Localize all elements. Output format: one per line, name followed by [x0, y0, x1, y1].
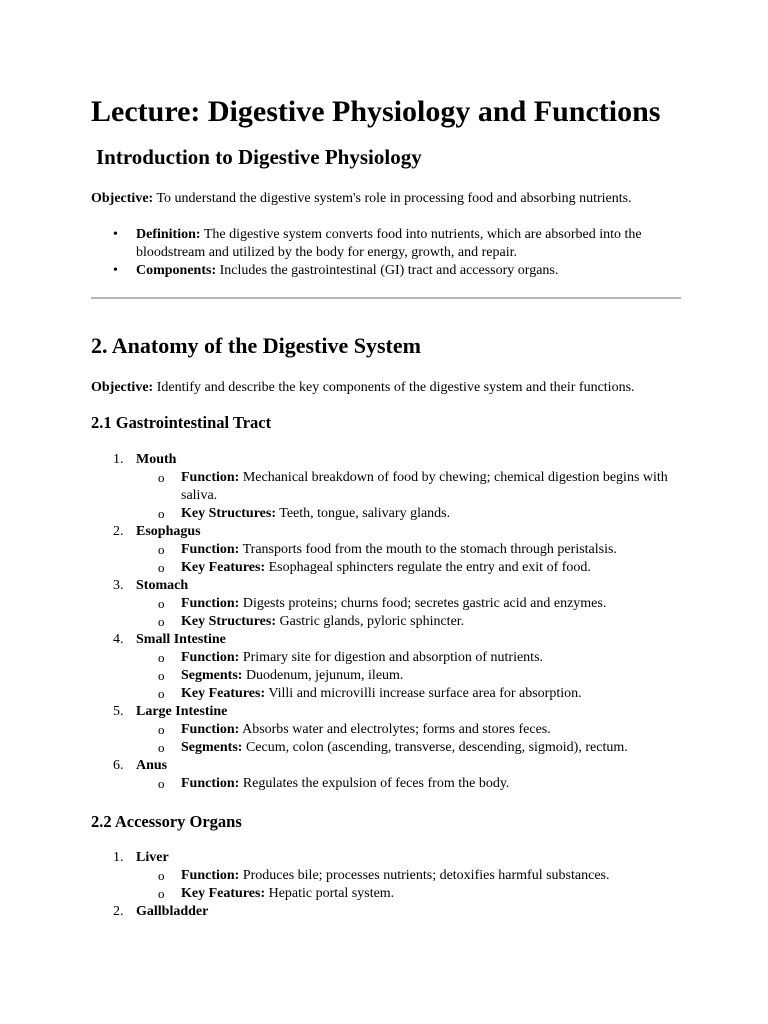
list-item: [136, 595, 681, 613]
detail-text: Regulates the expulsion of feces from the body.: [242, 776, 510, 791]
item-number: 2.: [113, 904, 124, 919]
detail-text: Absorbs water and electrolytes; forms and stores feces.: [242, 722, 551, 737]
organ-name: Gallbladder: [136, 904, 209, 919]
detail-text: Teeth, tongue, salivary glands.: [279, 506, 451, 521]
subsection-heading-accessory-organs: 2.2 Accessory Organs: [91, 812, 242, 831]
circle-bullet-icon: o: [158, 886, 165, 901]
subsection-heading-gi-tract: 2.1 Gastrointestinal Tract: [91, 413, 272, 432]
bullet-icon: •: [113, 227, 118, 242]
item-number: 3.: [113, 578, 124, 593]
circle-bullet-icon: o: [158, 506, 165, 521]
detail-label: Segments:: [181, 668, 243, 683]
detail-text: Esophageal sphincters regulate the entry and exit of food.: [268, 560, 591, 575]
list-item: [136, 469, 681, 505]
list-item: [136, 541, 681, 559]
bullet-text: The digestive system converts food into nutrients, which are absorbed into the bloodstream and utilized by the body for energy, growth, and repair.: [136, 227, 642, 260]
organ-name: Mouth: [136, 452, 177, 467]
detail-label: Key Features:: [181, 886, 266, 901]
bullet-icon: •: [113, 263, 118, 278]
organ-details: [136, 595, 681, 631]
organ-name: Esophagus: [136, 524, 201, 539]
list-item: [91, 903, 681, 921]
list-item: [136, 885, 681, 903]
anatomy-objective: [91, 379, 681, 397]
detail-label: Function:: [181, 776, 240, 791]
circle-bullet-icon: o: [158, 470, 165, 485]
detail-label: Function:: [181, 596, 240, 611]
list-item: [91, 577, 681, 631]
circle-bullet-icon: o: [158, 740, 165, 755]
item-number: 4.: [113, 632, 124, 647]
detail-label: Function:: [181, 722, 240, 737]
intro-heading: Introduction to Digestive Physiology: [96, 145, 422, 169]
detail-text: Mechanical breakdown of food by chewing; chemical digestion begins with saliva.: [181, 470, 668, 503]
list-item: [136, 667, 681, 685]
circle-bullet-icon: o: [158, 560, 165, 575]
list-item: [91, 262, 681, 280]
list-item: [91, 226, 681, 262]
bullet-label: Components:: [136, 263, 217, 278]
list-item: [136, 649, 681, 667]
detail-label: Key Structures:: [181, 506, 276, 521]
circle-bullet-icon: o: [158, 542, 165, 557]
list-item: [91, 451, 681, 523]
organ-name: Small Intestine: [136, 632, 226, 647]
detail-text: Gastric glands, pyloric sphincter.: [279, 614, 465, 629]
circle-bullet-icon: o: [158, 722, 165, 737]
organ-details: [136, 867, 681, 903]
circle-bullet-icon: o: [158, 868, 165, 883]
list-item: [136, 721, 681, 739]
detail-text: Digests proteins; churns food; secretes gastric acid and enzymes.: [242, 596, 607, 611]
detail-text: Primary site for digestion and absorption of nutrients.: [242, 650, 544, 665]
intro-objective: [91, 190, 681, 208]
section-heading-anatomy: 2. Anatomy of the Digestive System: [91, 333, 421, 358]
detail-label: Function:: [181, 542, 240, 557]
accessory-organs-list: [91, 849, 681, 921]
organ-details: [136, 649, 681, 703]
bullet-text: Includes the gastrointestinal (GI) tract and accessory organs.: [219, 263, 559, 278]
circle-bullet-icon: o: [158, 668, 165, 683]
organ-name: Large Intestine: [136, 704, 228, 719]
organ-details: [136, 775, 681, 793]
circle-bullet-icon: o: [158, 596, 165, 611]
detail-label: Key Features:: [181, 686, 266, 701]
list-item: [136, 505, 681, 523]
item-number: 2.: [113, 524, 124, 539]
detail-text: Cecum, colon (ascending, transverse, descending, sigmoid), rectum.: [245, 740, 628, 755]
detail-text: Hepatic portal system.: [268, 886, 395, 901]
page-title: Lecture: Digestive Physiology and Functions: [91, 95, 661, 128]
item-number: 5.: [113, 704, 124, 719]
list-item: [91, 523, 681, 577]
circle-bullet-icon: o: [158, 650, 165, 665]
objective-label: Objective:: [91, 191, 154, 206]
list-item: [91, 703, 681, 757]
organ-details: [136, 469, 681, 523]
list-item: [136, 739, 681, 757]
detail-label: Function:: [181, 650, 240, 665]
list-item: [136, 867, 681, 885]
horizontal-divider: [91, 297, 681, 299]
circle-bullet-icon: o: [158, 686, 165, 701]
detail-label: Function:: [181, 868, 240, 883]
organ-name: Stomach: [136, 578, 189, 593]
circle-bullet-icon: o: [158, 776, 165, 791]
gi-tract-list: [91, 451, 681, 793]
objective-text: To understand the digestive system's role in processing food and absorbing nutrients.: [156, 191, 632, 206]
item-number: 1.: [113, 850, 124, 865]
detail-label: Segments:: [181, 740, 243, 755]
bullet-label: Definition:: [136, 227, 201, 242]
list-item: [136, 685, 681, 703]
detail-label: Function:: [181, 470, 240, 485]
document-content: [91, 92, 681, 921]
detail-label: Key Structures:: [181, 614, 276, 629]
list-item: [136, 775, 681, 793]
detail-text: Produces bile; processes nutrients; detoxifies harmful substances.: [242, 868, 610, 883]
circle-bullet-icon: o: [158, 614, 165, 629]
list-item: [136, 559, 681, 577]
organ-name: Liver: [136, 850, 169, 865]
detail-text: Transports food from the mouth to the stomach through peristalsis.: [242, 542, 617, 557]
organ-details: [136, 721, 681, 757]
intro-bullet-list: [91, 226, 681, 280]
list-item: [91, 849, 681, 903]
item-number: 6.: [113, 758, 124, 773]
objective-label: Objective:: [91, 380, 154, 395]
list-item: [91, 631, 681, 703]
list-item: [91, 757, 681, 793]
objective-text: Identify and describe the key components of the digestive system and their functions.: [156, 380, 635, 395]
item-number: 1.: [113, 452, 124, 467]
organ-name: Anus: [136, 758, 168, 773]
list-item: [136, 613, 681, 631]
detail-text: Duodenum, jejunum, ileum.: [245, 668, 404, 683]
organ-details: [136, 541, 681, 577]
detail-text: Villi and microvilli increase surface area for absorption.: [268, 686, 582, 701]
detail-label: Key Features:: [181, 560, 266, 575]
